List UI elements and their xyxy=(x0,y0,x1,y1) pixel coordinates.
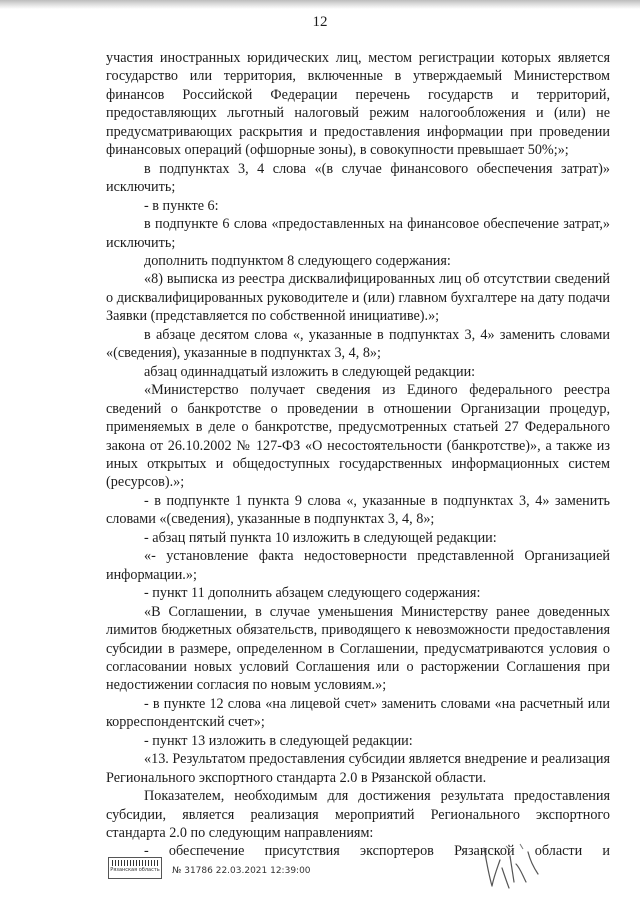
paragraph-10: - в подпункте 1 пункта 9 слова «, указанные в подпунктах 3, 4» заменить словами «(сведения), указанные в подпунктах 3, 4, 8»; xyxy=(106,492,610,528)
paragraph-13: - пункт 11 дополнить абзацем следующего содержания: xyxy=(144,585,481,602)
paragraph-14: «В Соглашении, в случае уменьшения Министерству ранее доведенных лимитов бюджетных обязательств, приводящего к невозможности предоставления субсидии в размере, определенном в Соглашении, предусматриваются условия о согласовании новых условий Соглашения или о расторжении Соглашения при недостижении согласия по новым условиям.»; xyxy=(106,603,610,694)
document-body xyxy=(106,49,610,861)
footer-stamp xyxy=(108,857,162,879)
paragraph-5: дополнить подпунктом 8 следующего содержания: xyxy=(144,252,451,269)
scan-top-edge xyxy=(0,0,640,9)
paragraph-1: участия иностранных юридических лиц, местом регистрации которых является государство или территория, включенные в утверждаемый Министерством финансов Российской Федерации перечень государств и территорий, предоставляющих льготный налоговый режим налогообложения и (или) не предусматривающих раскрытия и предоставления информации при проведении финансовых операций (офшорные зоны), в совокупности превышает 50%;»; xyxy=(106,50,610,159)
paragraph-19: - обеспечение присутствия экспортеров Рязанской области и xyxy=(144,843,610,860)
paragraph-6: «8) выписка из реестра дисквалифицированных лиц об отсутствии сведений о дисквалифицированных руководителе и (или) главном бухгалтере на дату подачи Заявки (представляется по собственной инициативе).»; xyxy=(106,271,610,325)
paragraph-7: в абзаце десятом слова «, указанные в подпунктах 3, 4» заменить словами «(сведения), указанные в подпунктах 3, 4, 8»; xyxy=(106,326,610,362)
paragraph-12: «- установление факта недостоверности представленной Организацией информации.»; xyxy=(106,548,610,583)
paragraph-16: - пункт 13 изложить в следующей редакции: xyxy=(144,732,413,749)
paragraph-4: в подпункте 6 слова «предоставленных на финансовое обеспечение затрат,» исключить; xyxy=(106,216,610,251)
stamp-text: Рязанская область xyxy=(110,867,160,873)
signature-mark xyxy=(476,838,546,894)
paragraph-18: Показателем, необходимым для достижения результата предоставления субсидии, является реализация мероприятий Регионального экспортного стандарта 2.0 по следующим направлениям: xyxy=(106,788,610,842)
paragraph-3: - в пункте 6: xyxy=(144,197,219,214)
registration-number: № 31786 22.03.2021 12:39:00 xyxy=(172,866,311,876)
page-number: 12 xyxy=(312,14,328,30)
paragraph-8: абзац одиннадцатый изложить в следующей редакции: xyxy=(144,363,476,380)
stamp-barcode xyxy=(112,860,158,866)
paragraph-11: - абзац пятый пункта 10 изложить в следующей редакции: xyxy=(144,529,497,546)
paragraph-15: - в пункте 12 слова «на лицевой счет» заменить словами «на расчетный или корреспондентский счет»; xyxy=(106,695,610,731)
paragraph-9: «Министерство получает сведения из Единого федерального реестра сведений о банкротстве о проведении в отношении Организации процедур, применяемых в деле о банкротстве, предусмотренных статьей 27 Федерального закона от 26.10.2002 № 127-ФЗ «О несостоятельности (банкротстве)», а также из иных открытых и общедоступных государственных информационных систем (ресурсов).»; xyxy=(106,382,610,491)
paragraph-17: «13. Результатом предоставления субсидии является внедрение и реализация Регионального экспортного стандарта 2.0 в Рязанской области. xyxy=(106,751,610,786)
paragraph-2: в подпунктах 3, 4 слова «(в случае финансового обеспечения затрат)» исключить; xyxy=(106,160,610,196)
